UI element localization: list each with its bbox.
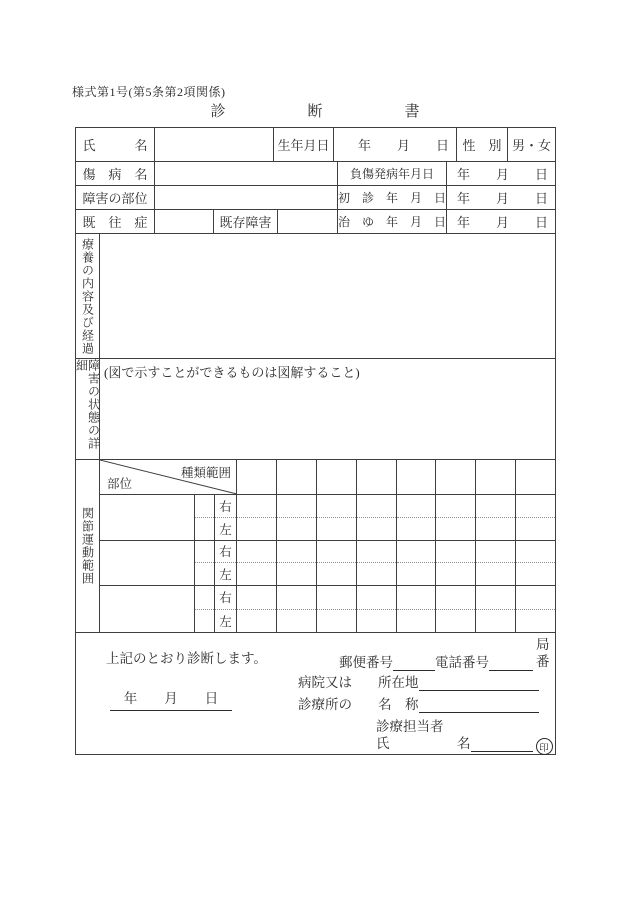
- address-input-line[interactable]: [419, 675, 539, 691]
- joint-sub-cell-top[interactable]: [195, 495, 214, 518]
- right-label: 右: [215, 541, 236, 564]
- joint-row-group: [100, 495, 555, 541]
- joint-value-right[interactable]: [436, 495, 475, 518]
- signature-date-field[interactable]: 年 月 日: [110, 687, 232, 711]
- joint-value-cell[interactable]: [476, 586, 516, 632]
- address-label: 所在地: [378, 675, 419, 690]
- joint-value-left[interactable]: [237, 518, 276, 540]
- row-part: [76, 185, 555, 209]
- range-type-header-cell[interactable]: [317, 460, 357, 494]
- injury-date-field[interactable]: 年 月 日: [456, 167, 548, 182]
- org-label-line2: 診療所の: [298, 697, 352, 712]
- range-type-header-cell[interactable]: [516, 460, 555, 494]
- joint-sub-cell-top[interactable]: [195, 541, 214, 564]
- treatment-section-label: 療養の内容及び経過: [80, 237, 95, 355]
- joint-value-right[interactable]: [237, 586, 276, 609]
- right-label: 右: [215, 495, 236, 518]
- history-input-cell[interactable]: [155, 210, 214, 233]
- joint-value-cell[interactable]: [357, 541, 397, 586]
- section-treatment: [76, 233, 555, 358]
- joint-value-cell[interactable]: [516, 586, 555, 632]
- injury-date-label: 負傷発病年月日: [338, 162, 447, 185]
- diagram-note: (図で示すことができるものは図解すること): [104, 365, 360, 380]
- hospital-address-line: [298, 671, 539, 691]
- disability-part-label: 障害の部位: [76, 186, 155, 209]
- range-type-header-cell[interactable]: [476, 460, 516, 494]
- first-visit-date-field[interactable]: 年 月 日: [456, 191, 548, 206]
- joint-value-left[interactable]: [357, 518, 396, 540]
- org-name-label: 名 称: [378, 697, 419, 712]
- section-disability-detail: [76, 358, 555, 459]
- joint-sub-cell[interactable]: [195, 541, 215, 586]
- joint-value-left[interactable]: [397, 563, 436, 585]
- joint-part-input-cell[interactable]: [100, 586, 195, 632]
- joint-value-right[interactable]: [436, 541, 475, 564]
- joint-value-left[interactable]: [277, 518, 316, 540]
- range-type-header-cell[interactable]: [436, 460, 476, 494]
- body-part-header-label: 部位: [107, 476, 133, 491]
- healed-date-field[interactable]: 年 月 日: [456, 215, 548, 230]
- name-label: 氏 名: [76, 128, 155, 161]
- range-type-header-cell[interactable]: [397, 460, 437, 494]
- joint-value-cell[interactable]: [516, 495, 555, 540]
- joint-value-right[interactable]: [277, 495, 316, 518]
- joint-diagonal-header-cell: [100, 460, 237, 494]
- right-left-label-cell: [215, 586, 237, 632]
- phone-label: 電話番号: [435, 654, 489, 670]
- range-type-header-cell[interactable]: [277, 460, 317, 494]
- joint-value-right[interactable]: [516, 541, 555, 564]
- page-title: 診断書: [210, 104, 502, 120]
- joint-value-right[interactable]: [277, 586, 316, 609]
- joint-value-left[interactable]: [436, 563, 475, 585]
- range-kind-header-label: 種類範囲: [180, 466, 231, 480]
- joint-value-cell[interactable]: [516, 541, 555, 586]
- joint-header-row: [100, 460, 555, 495]
- joint-value-right[interactable]: [317, 495, 356, 518]
- joint-value-left[interactable]: [317, 610, 356, 632]
- sex-label: 性 別: [457, 128, 508, 161]
- joint-value-right[interactable]: [277, 541, 316, 564]
- joint-value-right[interactable]: [357, 586, 396, 609]
- joint-value-cell[interactable]: [357, 586, 397, 632]
- joint-value-left[interactable]: [237, 563, 276, 585]
- joint-value-cell[interactable]: [397, 586, 437, 632]
- section-joint-range: [76, 459, 555, 632]
- joint-value-right[interactable]: [476, 541, 515, 564]
- joint-sub-cell-bottom[interactable]: [195, 563, 214, 585]
- doctor-label: 診療担当者: [376, 719, 444, 734]
- row-history: [76, 209, 555, 233]
- joint-value-left[interactable]: [237, 610, 276, 632]
- treatment-content-area[interactable]: [100, 234, 555, 358]
- postal-code-label: 郵便番号: [339, 654, 393, 670]
- disability-section-label: 障害の状態の詳細: [74, 359, 101, 450]
- doctor-name-line: [376, 732, 553, 752]
- right-left-label-cell: [215, 541, 237, 586]
- form-number: 様式第1号(第5条第2項関係): [72, 85, 226, 99]
- joint-range-table: [100, 460, 555, 632]
- signature-section: [76, 632, 555, 754]
- joint-value-cell[interactable]: [277, 586, 317, 632]
- joint-value-right[interactable]: [516, 586, 555, 609]
- joint-value-left[interactable]: [476, 563, 515, 585]
- disability-part-input-cell[interactable]: [155, 186, 338, 209]
- joint-sub-cell-bottom[interactable]: [195, 518, 214, 540]
- joint-value-right[interactable]: [237, 541, 276, 564]
- joint-value-left[interactable]: [317, 518, 356, 540]
- joint-value-cell[interactable]: [476, 495, 516, 540]
- joint-value-right[interactable]: [397, 541, 436, 564]
- doctor-name-input-line[interactable]: [471, 736, 533, 752]
- joint-value-cell[interactable]: [317, 586, 357, 632]
- joint-sub-cell[interactable]: [195, 495, 215, 540]
- joint-value-right[interactable]: [436, 586, 475, 609]
- injury-name-label: 傷 病 名: [76, 162, 155, 185]
- diagnosis-statement: 上記のとおり診断します。: [106, 651, 267, 666]
- joint-value-left[interactable]: [357, 563, 396, 585]
- phone-input-line[interactable]: [489, 655, 533, 671]
- existing-disability-input-cell[interactable]: [278, 210, 338, 233]
- joint-value-right[interactable]: [516, 495, 555, 518]
- joint-value-cell[interactable]: [277, 495, 317, 540]
- postal-code-input-line[interactable]: [393, 655, 435, 671]
- hospital-name-line: [298, 693, 539, 713]
- joint-value-cell[interactable]: [317, 541, 357, 586]
- disability-content-area[interactable]: [100, 359, 555, 459]
- joint-value-right[interactable]: [397, 586, 436, 609]
- diagnosis-form-table: [75, 127, 556, 755]
- joint-value-cell[interactable]: [436, 586, 476, 632]
- birth-date-label: 生年月日: [274, 128, 334, 161]
- joint-value-cell[interactable]: [476, 541, 516, 586]
- joint-value-left[interactable]: [436, 518, 475, 540]
- joint-value-left[interactable]: [277, 610, 316, 632]
- joint-part-input-cell[interactable]: [100, 495, 195, 540]
- sex-value-field[interactable]: 男・女: [511, 138, 551, 153]
- number-label: 番: [536, 653, 550, 669]
- injury-name-input-cell[interactable]: [155, 162, 338, 185]
- right-left-label-cell: [215, 495, 237, 540]
- joint-value-left[interactable]: [476, 610, 515, 632]
- disability-section-label-cell: [76, 359, 100, 459]
- joint-value-left[interactable]: [516, 563, 555, 585]
- joint-section-label-cell: [76, 460, 100, 632]
- joint-value-right[interactable]: [476, 586, 515, 609]
- row-name: [76, 128, 555, 161]
- doctor-name-label: 氏 名: [376, 736, 471, 751]
- range-type-header-cell[interactable]: [237, 460, 277, 494]
- joint-value-right[interactable]: [357, 541, 396, 564]
- joint-value-cell[interactable]: [357, 495, 397, 540]
- right-label: 右: [215, 586, 236, 609]
- joint-row-group: [100, 586, 555, 632]
- joint-value-left[interactable]: [516, 610, 555, 632]
- org-name-input-line[interactable]: [419, 697, 539, 713]
- joint-sub-cell-bottom[interactable]: [195, 610, 214, 632]
- joint-value-left[interactable]: [476, 518, 515, 540]
- range-type-header-cell[interactable]: [357, 460, 397, 494]
- joint-value-left[interactable]: [277, 563, 316, 585]
- joint-row-group: [100, 541, 555, 587]
- joint-section-label: 関節運動範囲: [80, 507, 95, 585]
- joint-value-right[interactable]: [397, 495, 436, 518]
- joint-value-cell[interactable]: [317, 495, 357, 540]
- org-label-line1: 病院又は: [298, 675, 352, 690]
- bureau-number-stack: [536, 637, 550, 671]
- name-input-cell[interactable]: [155, 128, 274, 161]
- joint-value-right[interactable]: [476, 495, 515, 518]
- joint-sub-cell-top[interactable]: [195, 586, 214, 609]
- row-injury: [76, 161, 555, 185]
- joint-value-right[interactable]: [237, 495, 276, 518]
- joint-value-left[interactable]: [436, 610, 475, 632]
- joint-value-left[interactable]: [397, 518, 436, 540]
- joint-value-cell[interactable]: [436, 541, 476, 586]
- left-label: 左: [219, 568, 232, 583]
- joint-value-left[interactable]: [317, 563, 356, 585]
- bureau-label: 局: [536, 637, 550, 652]
- left-label: 左: [219, 522, 232, 537]
- treatment-section-label-cell: [76, 234, 100, 358]
- contact-line: [339, 637, 550, 671]
- joint-value-cell[interactable]: [436, 495, 476, 540]
- history-label: 既 往 症: [76, 210, 155, 233]
- joint-value-left[interactable]: [397, 610, 436, 632]
- joint-value-right[interactable]: [317, 586, 356, 609]
- first-visit-date-label: 初 診 年 月 日: [338, 186, 447, 209]
- date-line-row: [110, 687, 232, 711]
- joint-value-right[interactable]: [357, 495, 396, 518]
- existing-disability-label: 既存障害: [214, 210, 278, 233]
- joint-value-cell[interactable]: [237, 495, 277, 540]
- healed-date-label: 治 ゆ 年 月 日: [338, 210, 447, 233]
- joint-value-right[interactable]: [317, 541, 356, 564]
- joint-value-cell[interactable]: [397, 541, 437, 586]
- joint-value-cell[interactable]: [397, 495, 437, 540]
- joint-part-input-cell[interactable]: [100, 541, 195, 586]
- joint-value-left[interactable]: [516, 518, 555, 540]
- left-label: 左: [219, 614, 232, 629]
- joint-value-cell[interactable]: [237, 586, 277, 632]
- seal-mark: 印: [536, 738, 553, 755]
- joint-value-left[interactable]: [357, 610, 396, 632]
- joint-value-cell[interactable]: [277, 541, 317, 586]
- joint-value-cell[interactable]: [237, 541, 277, 586]
- joint-sub-cell[interactable]: [195, 586, 215, 632]
- birth-date-field[interactable]: 年 月 日: [334, 128, 457, 161]
